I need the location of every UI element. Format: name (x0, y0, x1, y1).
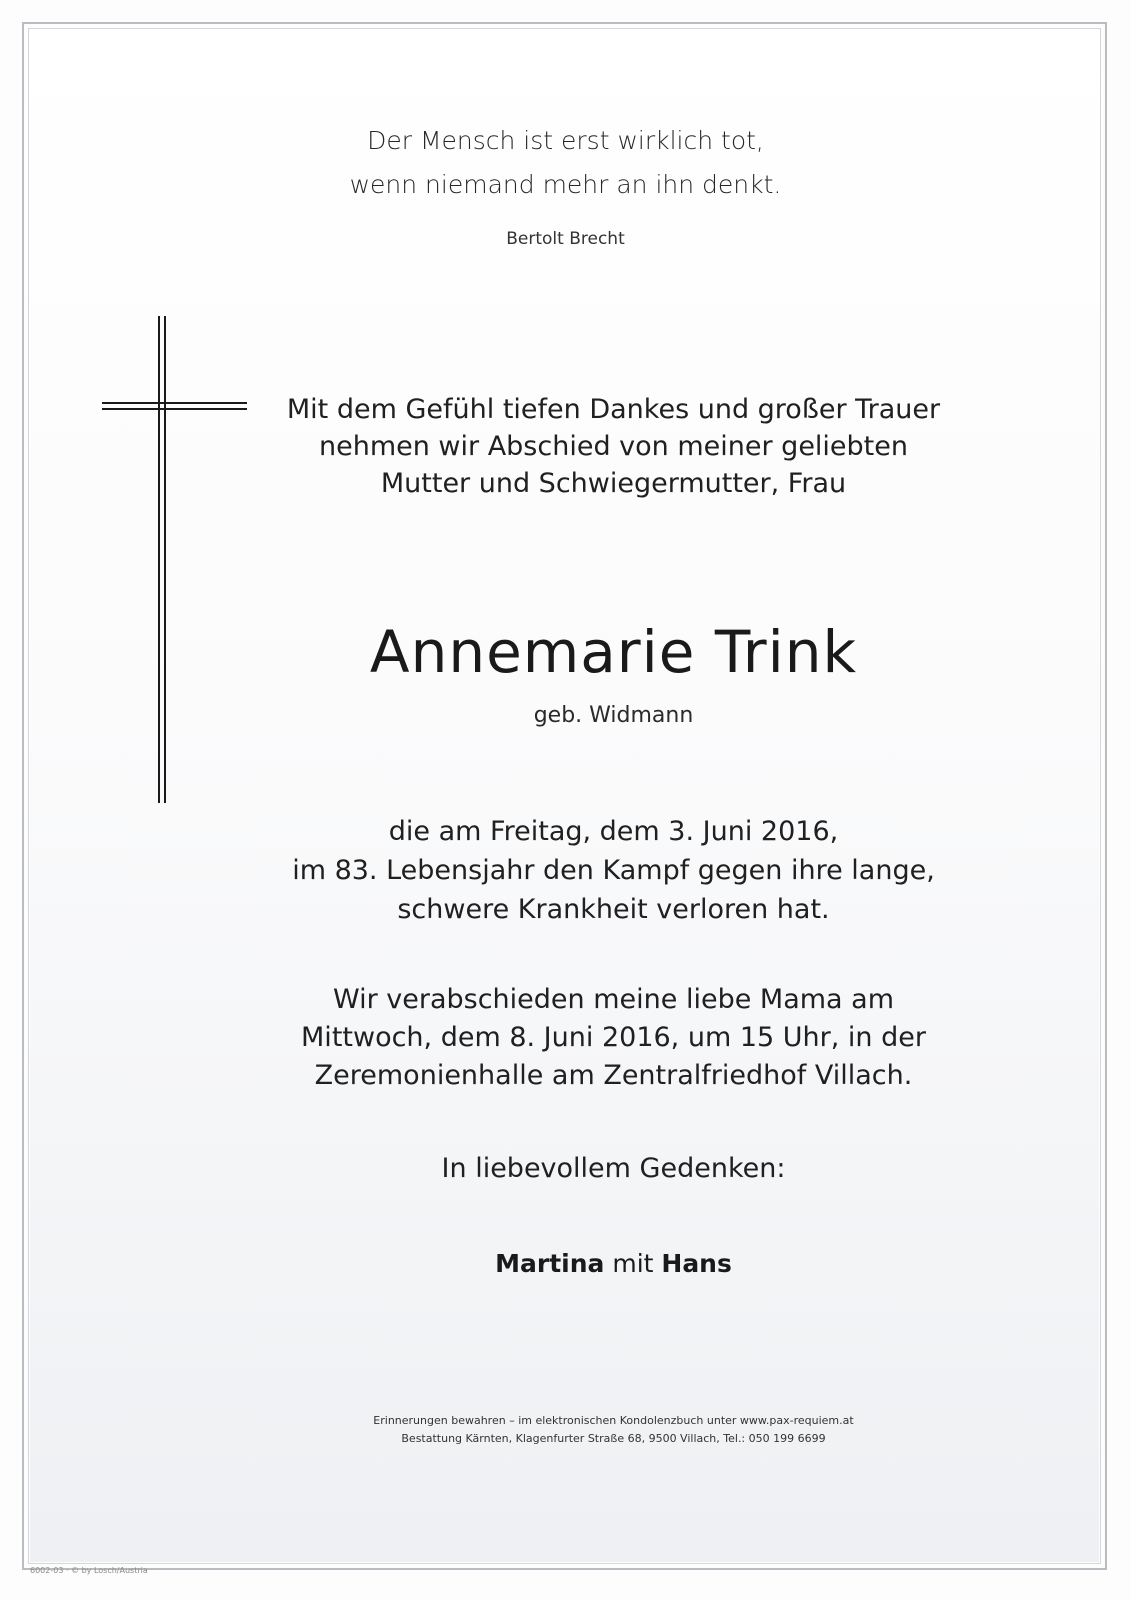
farewell-line-1: Wir verabschieden meine liebe Mama am (332, 984, 895, 1015)
death-notice-line-3: schwere Krankheit verloren hat. (397, 894, 830, 925)
deceased-name: Annemarie Trink (369, 618, 858, 686)
remembrance-line: In liebevollem Gedenken: (441, 1153, 786, 1184)
intro-line-1: Mit dem Gefühl tiefen Dankes und großer Trauer (286, 394, 941, 425)
signer-name-2: Hans (661, 1249, 732, 1278)
signers (48, 1249, 1131, 1278)
death-notice-line-1: die am Freitag, dem 3. Juni 2016, (388, 816, 839, 847)
farewell-line-3: Zeremonienhalle am Zentralfriedhof Villach. (314, 1060, 913, 1091)
print-code: 6002-03 · © by Losch/Austria (30, 1566, 148, 1575)
intro-line-3: Mutter und Schwiegermutter, Frau (380, 468, 847, 499)
farewell-line-2: Mittwoch, dem 8. Juni 2016, um 15 Uhr, in der (301, 1022, 926, 1053)
quote-author: Bertolt Brecht (506, 229, 625, 249)
footer-line-2: Bestattung Kärnten, Klagenfurter Straße 68, 9500 Villach, Tel.: 050 199 6699 (401, 1432, 826, 1445)
quote-line-2: wenn niemand mehr an ihn denkt. (349, 170, 782, 199)
maiden-name: geb. Widmann (533, 703, 694, 728)
signer-name-1: Martina (495, 1249, 605, 1278)
death-notice-line-2: im 83. Lebensjahr den Kampf gegen ihre lange, (292, 855, 935, 886)
quote-line-1: Der Mensch ist erst wirklich tot, (367, 126, 764, 155)
intro-line-2: nehmen wir Abschied von meiner geliebten (318, 431, 908, 462)
signer-connector: mit (604, 1249, 662, 1278)
footer-line-1: Erinnerungen bewahren – im elektronischen Kondolenzbuch unter www.pax-requiem.at (373, 1414, 854, 1427)
